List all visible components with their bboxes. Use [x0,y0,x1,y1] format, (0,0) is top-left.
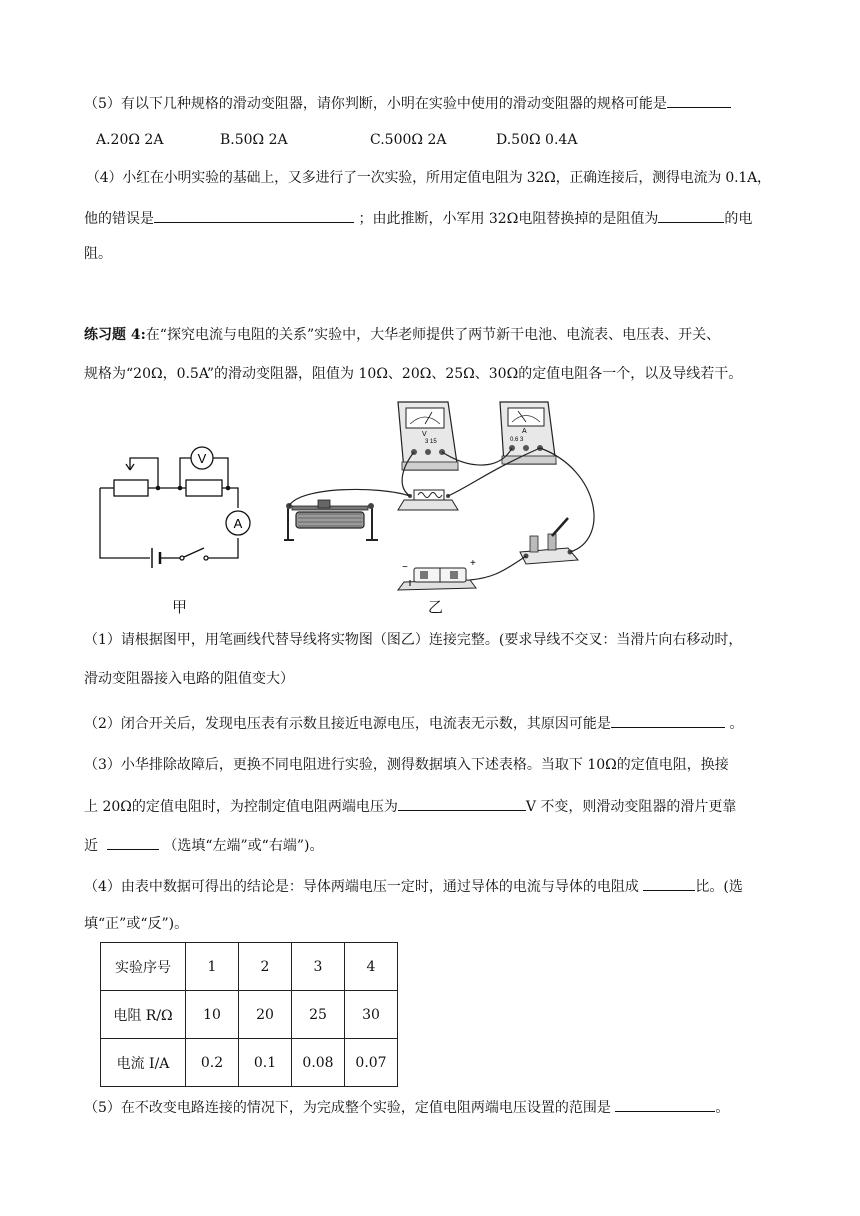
table-cell: 1 [186,943,239,991]
prev-q4-line2-a: 他的错误是 [84,211,154,227]
ammeter-device [500,402,556,464]
ammeter-symbol: A [233,516,243,531]
table-cell: 20 [239,991,292,1039]
q3-line2-b: V 不变，则滑动变阻器的滑片更靠 [525,799,737,815]
q5-end: 。 [715,1100,730,1116]
voltmeter-device [398,402,458,470]
table-cell: 0.07 [345,1039,398,1087]
battery-minus: − [402,562,408,573]
switch-device [520,518,578,564]
caption-jia: 甲 [172,598,188,616]
table-cell: 10 [186,991,239,1039]
q1-line2: 滑动变阻器接入电路的阻值变大） [84,671,294,687]
data-table [100,942,398,1087]
voltmeter-scale: 3 15 [425,439,437,445]
exercise-intro-1: 在“探究电流与电阻的关系”实验中，大华老师提供了两节新干电池、电流表、电压表、开关、 [145,327,721,343]
table-cell: 0.1 [239,1039,292,1087]
table-header-cell: 电阻 R/Ω [101,991,186,1039]
sliding-rheostat-device [284,500,378,540]
q4-line1-b: 比。(选 [695,879,743,895]
physical-setup-yi [284,402,594,590]
ammeter-letter: A [522,428,527,435]
table-row [101,1039,398,1087]
battery-plus: + [470,558,476,569]
voltmeter-symbol: V [197,451,207,466]
q2-end: 。 [729,716,744,732]
prev-q4-line2-b: ；由此推断，小军用 32Ω电阻替换掉的是阻值为 [358,211,659,227]
table-cell: 4 [345,943,398,991]
ammeter-scale: 0.6 3 [510,437,524,443]
q3-line3-b: （选填“左端”或“右端”)。 [163,838,324,854]
table-cell: 0.08 [292,1039,345,1087]
answer-blank[interactable] [615,1096,715,1112]
answer-blank[interactable] [398,795,526,811]
table-cell: 30 [345,991,398,1039]
q2-stem: （2）闭合开关后，发现电压表有示数且接近电源电压，电流表无示数，其原因可能是 [84,716,611,732]
prev-q4-line1: （4）小红在小明实验的基础上，又多进行了一次实验，所用定值电阻为 32Ω，正确连接后，测得电流为 0.1A， [86,170,771,186]
q3-line2-a: 上 20Ω的定值电阻时，为控制定值电阻两端电压为 [84,799,398,815]
option-a: A.20Ω 2A [96,132,164,148]
q2-line [84,712,743,734]
caption-yi: 乙 [428,598,444,616]
option-c: C.500Ω 2A [370,132,447,148]
table-cell: 25 [292,991,345,1039]
prev-q5-stem: （5）有以下几种规格的滑动变阻器，请你判断，小明在实验中使用的滑动变阻器的规格可能是 [84,96,667,112]
q4-line1 [84,875,743,897]
table-row [101,991,398,1039]
answer-blank[interactable] [643,875,695,891]
table-cell: 0.2 [186,1039,239,1087]
q3-line2 [84,795,736,817]
table-header-cell: 实验序号 [101,943,186,991]
table-cell: 3 [292,943,345,991]
q3-line1: （3）小华排除故障后，更换不同电阻进行实验，测得数据填入下述表格。当取下 10Ω的定值电阻，换接 [84,757,729,773]
q3-line3 [84,834,323,856]
exercise-4-intro-line2: 规格为“20Ω，0.5A”的滑动变阻器，阻值为 10Ω、20Ω、25Ω、30Ω的定值电阻各一个，以及导线若干。 [84,366,743,382]
exercise-label: 练习题 4: [84,327,146,343]
q1-line1: （1）请根据图甲，用笔画线代替导线将实物图（图乙）连接完整。(要求导线不交叉：当滑片向右移动时， [84,632,743,648]
voltmeter-letter: V [422,431,427,438]
q4-line2: 填“正”或“反”)。 [84,916,189,932]
table-row [101,943,398,991]
q4-line1-a: （4）由表中数据可得出的结论是：导体两端电压一定时，通过导体的电流与导体的电阻成 [84,879,639,895]
answer-blank[interactable] [107,834,159,850]
prev-q4-line2-c: 的电 [724,211,753,227]
answer-blank[interactable] [611,712,725,728]
table-header-cell: 电流 I/A [101,1039,186,1087]
q5-stem: （5）在不改变电路连接的情况下，为完成整个实验，定值电阻两端电压设置的范围是 [84,1100,611,1116]
q5-line [84,1096,729,1118]
prev-q4-line3: 阻。 [84,246,112,262]
option-b: B.50Ω 2A [220,132,288,148]
q3-line3-a: 近 [84,838,98,854]
table-cell: 2 [239,943,292,991]
option-d: D.50Ω 0.4A [496,132,578,148]
